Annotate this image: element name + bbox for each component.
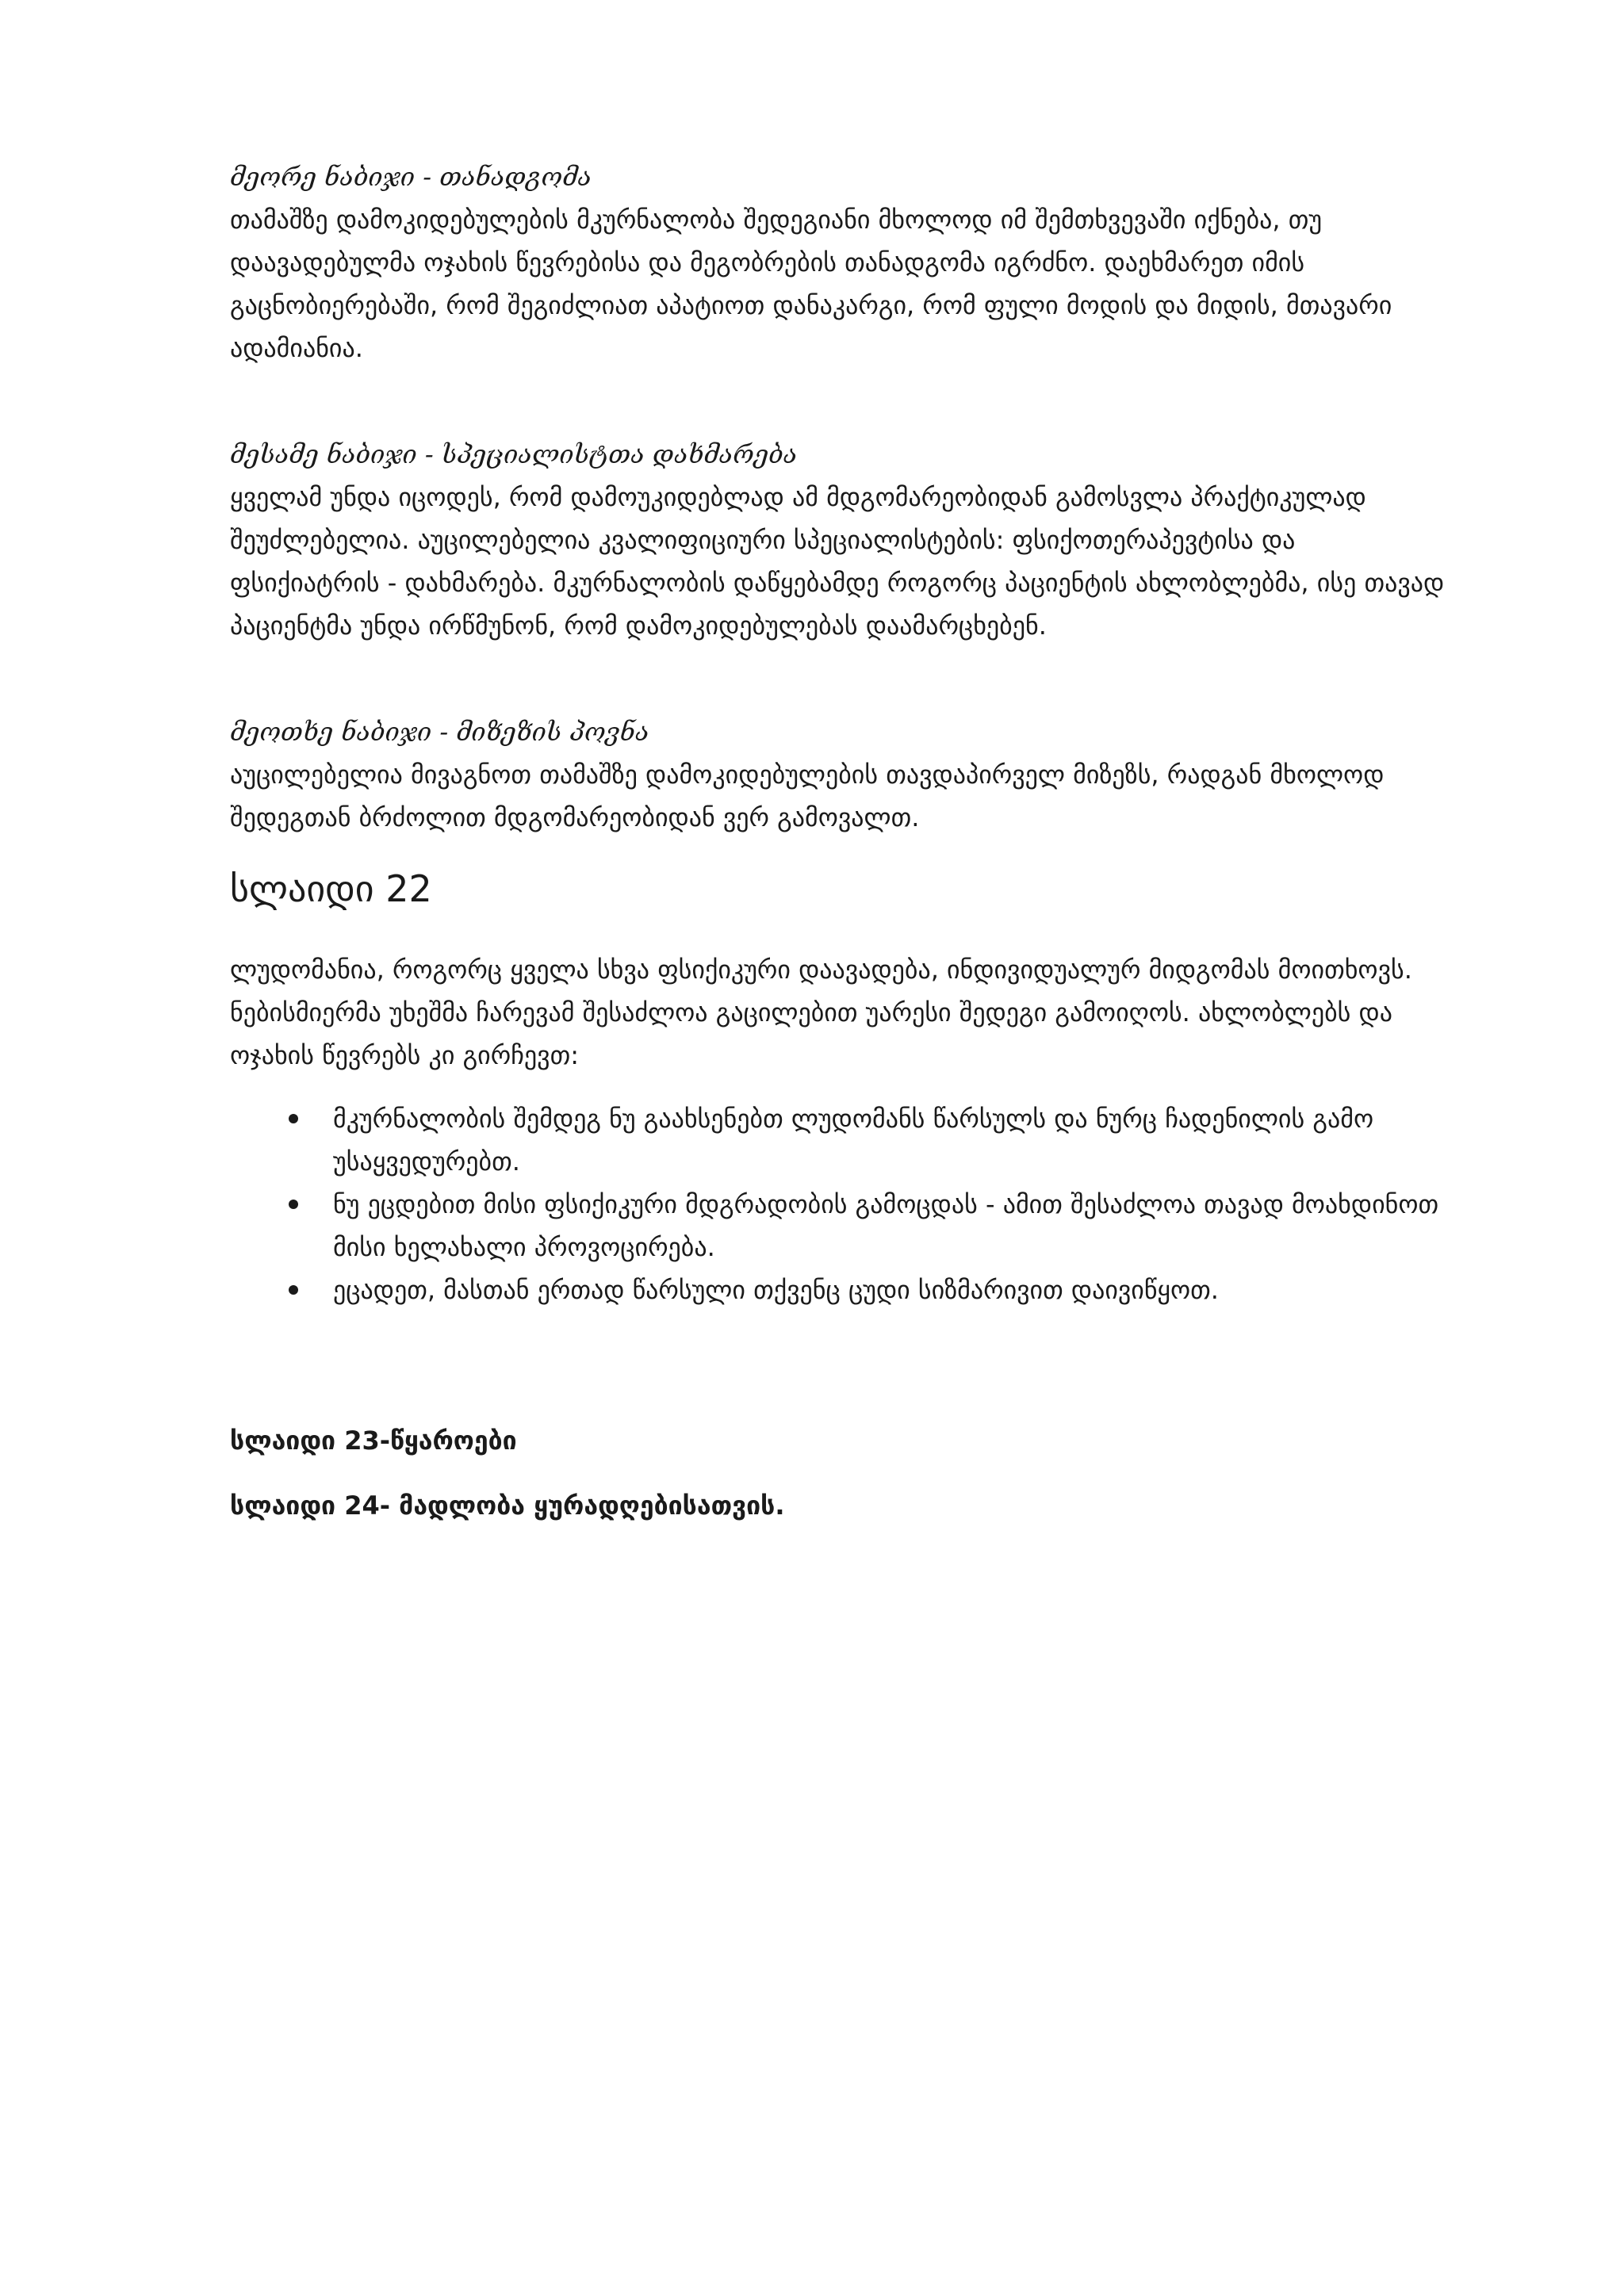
bullet-icon bbox=[289, 1285, 298, 1295]
section-heading: მესამე ნაბიჯი - სპეციალისტთა დახმარება bbox=[230, 439, 798, 469]
section-paragraph: თამაშზე დამოკიდებულების მკურნალობა შედეგიანი მხოლოდ იმ შემთხვევაში იქნება, თუ დაავადებულმა ოჯახის წევრებისა და მეგობრების თანადგომა იგრძნო. დაეხმარეთ იმის გაცნობიერებაში, რომ შეგიძლიათ აპატიოთ დანაკარგი, რომ ფული მოდის და მიდის, მთავარი ადამიანია. bbox=[230, 205, 1392, 363]
slide-22-title: სლაიდი 22 bbox=[230, 867, 432, 910]
list-item bbox=[230, 1269, 1451, 1311]
advice-list bbox=[230, 1097, 1451, 1311]
section-paragraph: ყველამ უნდა იცოდეს, რომ დამოუკიდებლად ამ მდგომარეობიდან გამოსვლა პრაქტიკულად შეუძლებელია. აუცილებელია კვალიფიციური სპეციალისტების: ფსიქოთერაპევტისა და ფსიქიატრის - დახმარება. მკურნალობის დაწყებამდე როგორც პაციენტის ახლობლებმა, ისე თავად პაციენტმა უნდა ირწმუნონ, რომ დამოკიდებულებას დაამარცხებენ. bbox=[230, 482, 1445, 641]
section-heading: მეორე ნაბიჯი - თანადგომა bbox=[230, 162, 592, 192]
bullet-icon bbox=[289, 1114, 298, 1123]
slide-23-line: სლაიდი 23-წყაროები bbox=[230, 1425, 517, 1456]
bullet-icon bbox=[289, 1200, 298, 1209]
section-heading: მეოთხე ნაბიჯი - მიზეზის პოვნა bbox=[230, 717, 649, 747]
list-item-text: მკურნალობის შემდეგ ნუ გაახსენებთ ლუდომანს წარსულს და ნურც ჩადენილის გამო უსაყვედურებთ. bbox=[333, 1104, 1374, 1177]
section-step-4 bbox=[230, 710, 1451, 839]
list-item bbox=[230, 1183, 1451, 1269]
slide-22-intro: ლუდომანია, როგორც ყველა სხვა ფსიქიკური დაავადება, ინდივიდუალურ მიდგომას მოითხოვს. ნებისმიერმა უხეშმა ჩარევამ შესაძლოა გაცილებით უარესი შედეგი გამოიღოს. ახლობლებს და ოჯახის წევრებს კი გირჩევთ: bbox=[230, 955, 1412, 1070]
section-step-2 bbox=[230, 155, 1451, 369]
section-paragraph: აუცილებელია მივაგნოთ თამაშზე დამოკიდებულების თავდაპირველ მიზეზს, რადგან მხოლოდ შედეგთან ბრძოლით მდგომარეობიდან ვერ გამოვალთ. bbox=[230, 760, 1385, 832]
list-item-text: ნუ ეცდებით მისი ფსიქიკური მდგრადობის გამოცდას - ამით შესაძლოა თავად მოახდინოთ მისი ხელახალი პროვოცირება. bbox=[333, 1189, 1439, 1262]
list-item bbox=[230, 1097, 1451, 1183]
slide-24-line: სლაიდი 24- მადლობა ყურადღებისათვის. bbox=[230, 1490, 785, 1521]
section-step-3 bbox=[230, 433, 1451, 647]
list-item-text: ეცადეთ, მასთან ერთად წარსული თქვენც ცუდი სიზმარივით დაივიწყოთ. bbox=[333, 1275, 1219, 1305]
page-content bbox=[230, 155, 1451, 1527]
